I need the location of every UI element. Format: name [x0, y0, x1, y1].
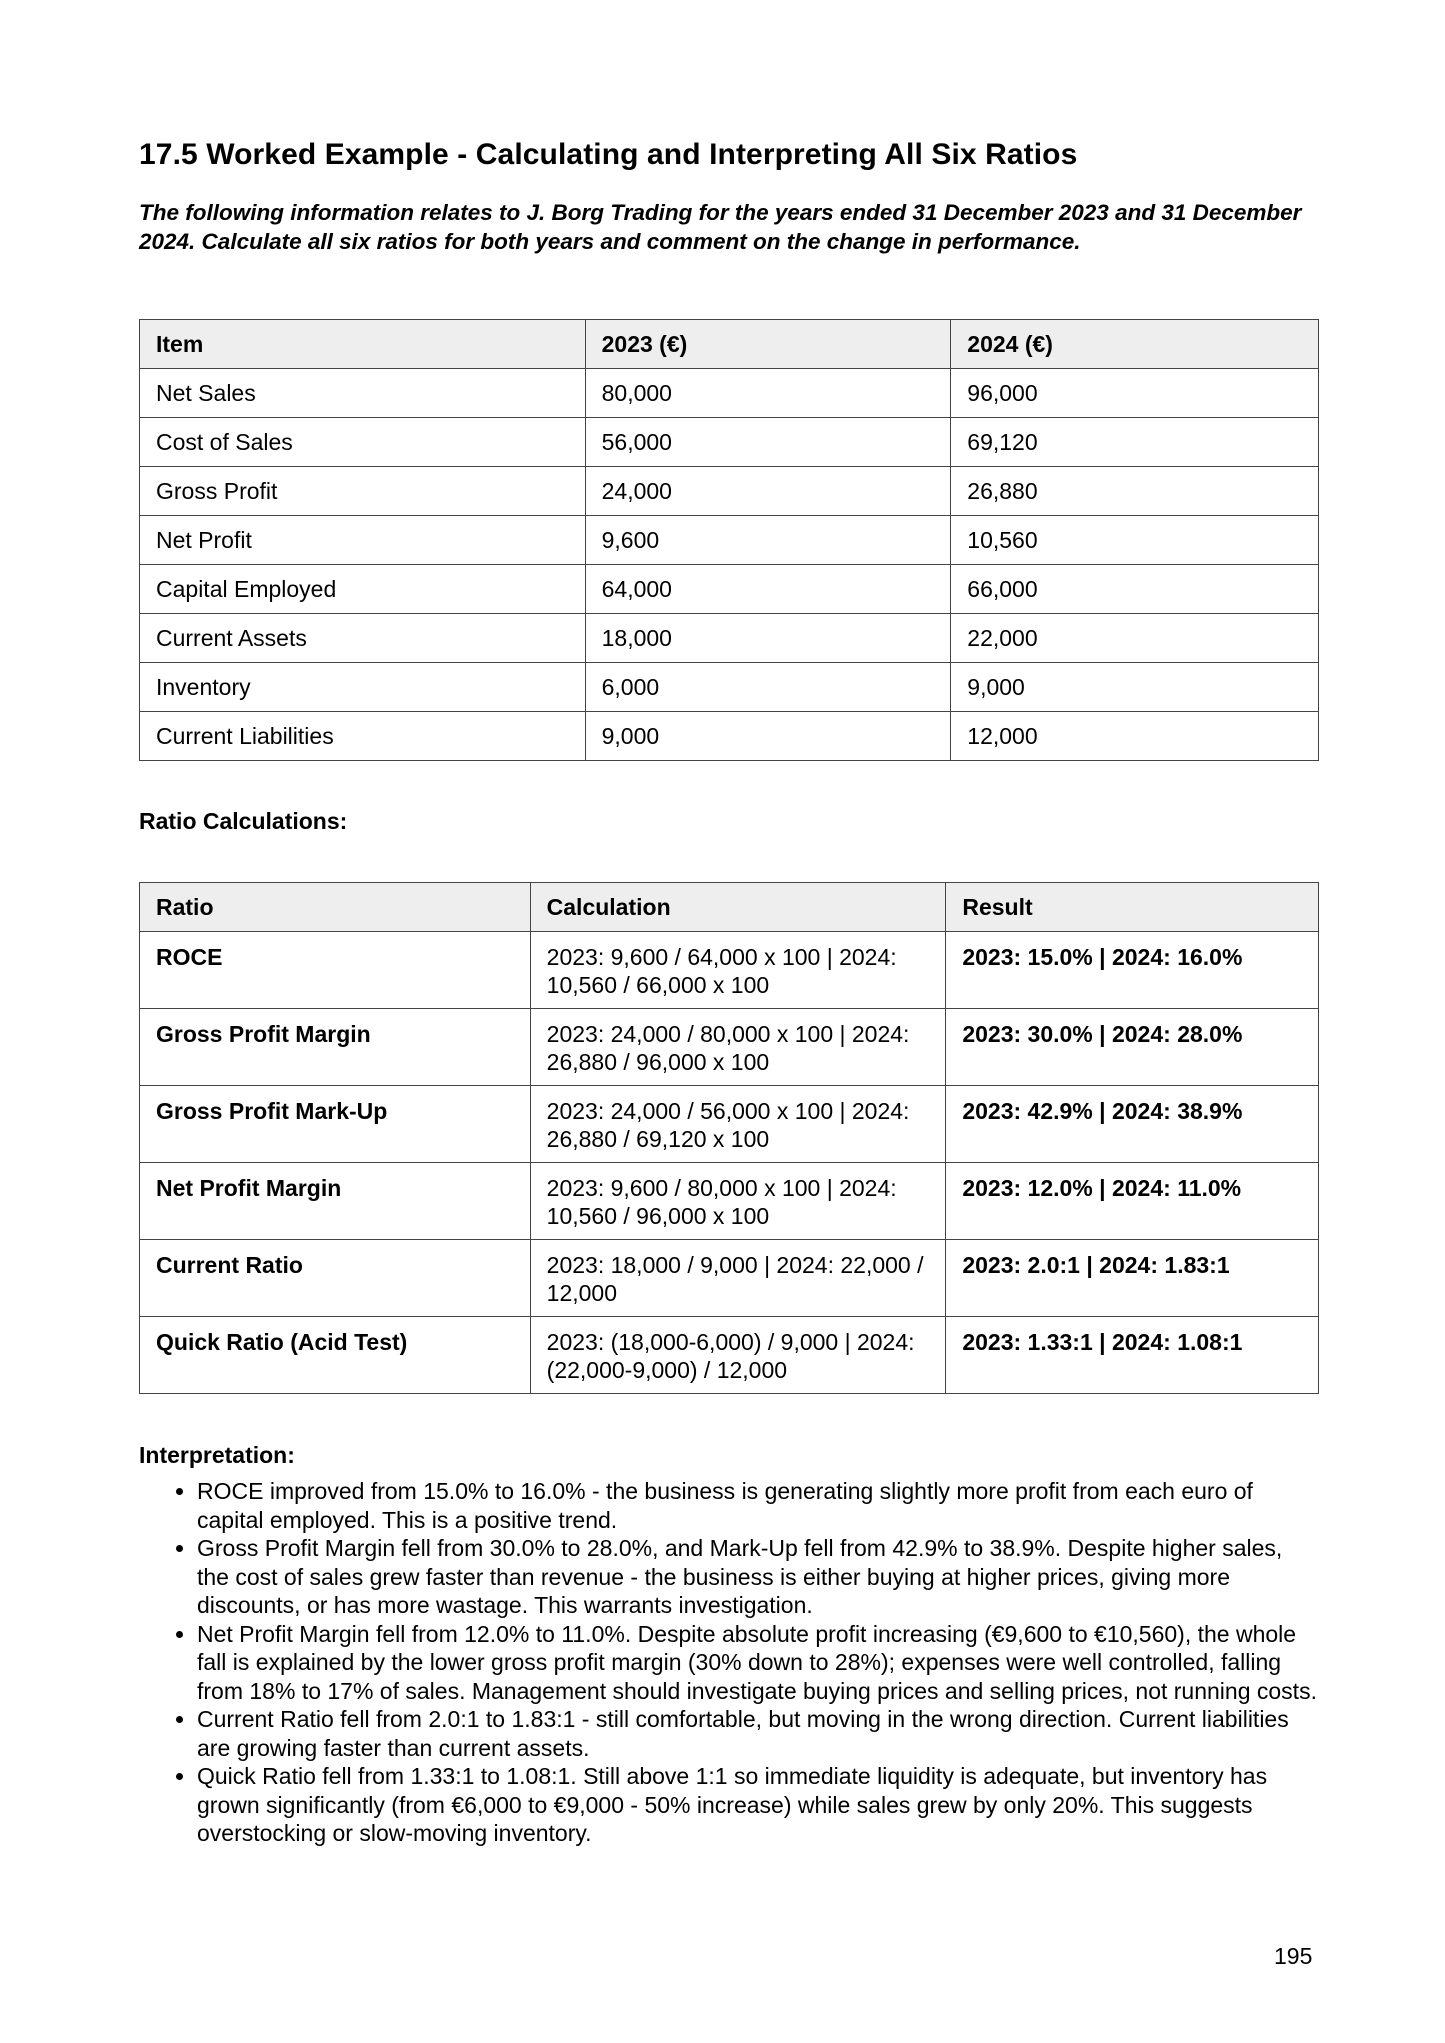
items-header-2024: 2024 (€)	[951, 320, 1319, 369]
table-row	[140, 467, 1319, 516]
item-name: Capital Employed	[140, 565, 586, 614]
item-2024: 22,000	[951, 614, 1319, 663]
ratio-name: Quick Ratio (Acid Test)	[140, 1317, 531, 1394]
table-row	[140, 1317, 1319, 1394]
ratio-name: Gross Profit Mark-Up	[140, 1086, 531, 1163]
document-page	[139, 138, 1319, 1848]
section-heading: 17.5 Worked Example - Calculating and Interpreting All Six Ratios	[139, 138, 1078, 171]
item-2024: 66,000	[951, 565, 1319, 614]
ratio-header-calculation: Calculation	[530, 883, 946, 932]
list-item: • ROCE improved from 15.0% to 16.0% - the business is generating slightly more profit from each euro of capital employed. This is a positive trend.	[197, 1477, 1319, 1534]
ratio-name: ROCE	[140, 932, 531, 1009]
items-table	[139, 319, 1319, 761]
table-row	[140, 418, 1319, 467]
list-item: • Gross Profit Margin fell from 30.0% to 28.0%, and Mark-Up fell from 42.9% to 38.9%. Despite higher sales, the cost of sales grew faster than revenue - the business is either buying at higher prices, giving more discounts, or has more wastage. This warrants investigation.	[197, 1534, 1319, 1620]
table-row	[140, 516, 1319, 565]
table-row	[140, 614, 1319, 663]
ratio-name: Net Profit Margin	[140, 1163, 531, 1240]
item-2024: 10,560	[951, 516, 1319, 565]
ratio-result: 2023: 1.33:1 | 2024: 1.08:1	[946, 1317, 1319, 1394]
ratio-calculation: 2023: 9,600 / 80,000 x 100 | 2024: 10,560 / 96,000 x 100	[530, 1163, 946, 1240]
table-row	[140, 565, 1319, 614]
list-item: • Quick Ratio fell from 1.33:1 to 1.08:1. Still above 1:1 so immediate liquidity is adequate, but inventory has grown significantly (from €6,000 to €9,000 - 50% increase) while sales grew by only 20%. This suggests overstocking or slow-moving inventory.	[197, 1762, 1319, 1848]
ratio-result: 2023: 42.9% | 2024: 38.9%	[946, 1086, 1319, 1163]
item-2023: 64,000	[585, 565, 951, 614]
items-header-2023: 2023 (€)	[585, 320, 951, 369]
item-name: Current Liabilities	[140, 712, 586, 761]
item-2024: 26,880	[951, 467, 1319, 516]
ratio-calculation: 2023: 18,000 / 9,000 | 2024: 22,000 / 12,000	[530, 1240, 946, 1317]
interpretation-label: Interpretation:	[139, 1442, 295, 1468]
item-2023: 18,000	[585, 614, 951, 663]
item-name: Net Sales	[140, 369, 586, 418]
ratio-result: 2023: 30.0% | 2024: 28.0%	[946, 1009, 1319, 1086]
table-row	[140, 369, 1319, 418]
ratio-calculations-label: Ratio Calculations:	[139, 808, 348, 834]
items-header-item: Item	[140, 320, 586, 369]
ratio-header-ratio: Ratio	[140, 883, 531, 932]
page-number: 195	[1274, 1943, 1313, 1969]
list-item: • Current Ratio fell from 2.0:1 to 1.83:1 - still comfortable, but moving in the wrong direction. Current liabilities are growing faster than current assets.	[197, 1705, 1319, 1762]
ratio-result: 2023: 12.0% | 2024: 11.0%	[946, 1163, 1319, 1240]
item-2024: 69,120	[951, 418, 1319, 467]
item-2024: 96,000	[951, 369, 1319, 418]
table-row	[140, 663, 1319, 712]
ratio-calculation: 2023: 9,600 / 64,000 x 100 | 2024: 10,560 / 66,000 x 100	[530, 932, 946, 1009]
interpretation-list	[139, 1477, 1319, 1848]
table-row	[140, 1163, 1319, 1240]
item-name: Gross Profit	[140, 467, 586, 516]
item-2023: 24,000	[585, 467, 951, 516]
item-2023: 80,000	[585, 369, 951, 418]
ratio-calculation: 2023: 24,000 / 80,000 x 100 | 2024: 26,880 / 96,000 x 100	[530, 1009, 946, 1086]
item-2023: 9,600	[585, 516, 951, 565]
table-row	[140, 1009, 1319, 1086]
item-2023: 6,000	[585, 663, 951, 712]
ratio-calculation: 2023: 24,000 / 56,000 x 100 | 2024: 26,880 / 69,120 x 100	[530, 1086, 946, 1163]
item-name: Current Assets	[140, 614, 586, 663]
items-header-row	[140, 320, 1319, 369]
ratio-name: Current Ratio	[140, 1240, 531, 1317]
table-row	[140, 932, 1319, 1009]
item-name: Inventory	[140, 663, 586, 712]
question-intro: The following information relates to J. Borg Trading for the years ended 31 December 2023 and 31 December 2024. Calculate all six ratios for both years and comment on the change in performance.	[139, 200, 1302, 254]
item-name: Net Profit	[140, 516, 586, 565]
item-name: Cost of Sales	[140, 418, 586, 467]
item-2024: 12,000	[951, 712, 1319, 761]
table-row	[140, 1240, 1319, 1317]
item-2023: 9,000	[585, 712, 951, 761]
ratio-result: 2023: 15.0% | 2024: 16.0%	[946, 932, 1319, 1009]
list-item: • Net Profit Margin fell from 12.0% to 11.0%. Despite absolute profit increasing (€9,600 to €10,560), the whole fall is explained by the lower gross profit margin (30% down to 28%); expenses were well controlled, falling from 18% to 17% of sales. Management should investigate buying prices and selling prices, not running costs.	[197, 1620, 1319, 1706]
ratio-result: 2023: 2.0:1 | 2024: 1.83:1	[946, 1240, 1319, 1317]
table-row	[140, 712, 1319, 761]
item-2023: 56,000	[585, 418, 951, 467]
ratio-header-row	[140, 883, 1319, 932]
table-row	[140, 1086, 1319, 1163]
ratio-calculation: 2023: (18,000-6,000) / 9,000 | 2024: (22,000-9,000) / 12,000	[530, 1317, 946, 1394]
ratio-name: Gross Profit Margin	[140, 1009, 531, 1086]
ratio-header-result: Result	[946, 883, 1319, 932]
ratio-table	[139, 882, 1319, 1394]
item-2024: 9,000	[951, 663, 1319, 712]
